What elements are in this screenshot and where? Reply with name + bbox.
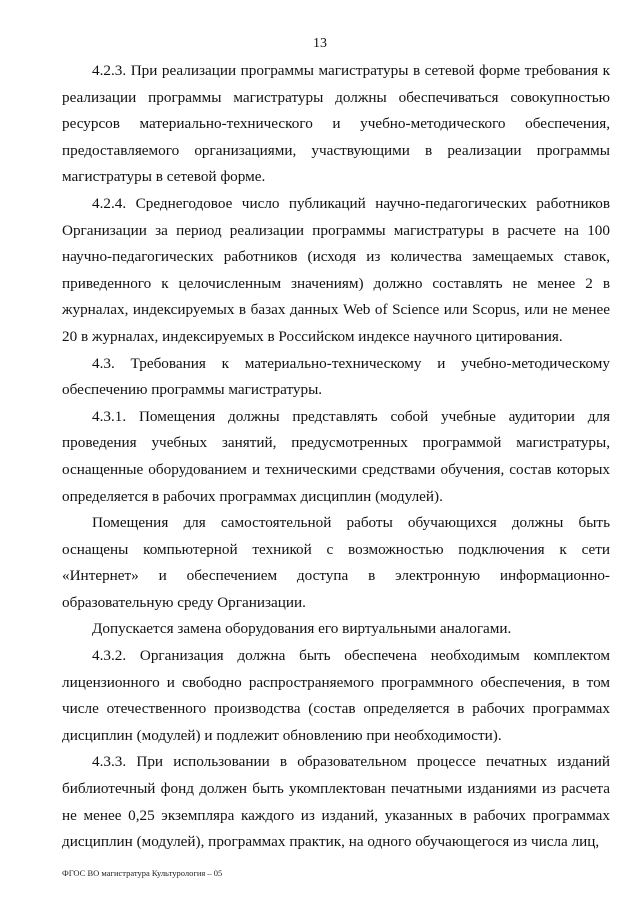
- paragraph-4-3-2: 4.3.2. Организация должна быть обеспечена необходимым комплектом лицензионного и свободно распространяемого программного обеспечения, в том числе отечественного производства (состав определяется в рабочих программах дисциплин (модулей) и подлежит обновлению при необходимости).: [62, 647, 610, 744]
- paragraph-virtual-analogs: Допускается замена оборудования его виртуальными аналогами.: [92, 620, 512, 638]
- document-body: [62, 58, 610, 856]
- paragraph-self-study-rooms: Помещения для самостоятельной работы обучающихся должны быть оснащены компьютерной техникой с возможностью подключения к сети «Интернет» и обеспечением доступа в электронную информационно-образовательную среду Организации.: [62, 514, 610, 611]
- paragraph-4-3-3: 4.3.3. При использовании в образовательном процессе печатных изданий библиотечный фонд должен быть укомплектован печатными изданиями из расчета не менее 0,25 экземпляра каждого из изданий, указанных в рабочих программах дисциплин (модулей), программах практик, на одного обучающегося из числа лиц,: [62, 753, 610, 851]
- paragraph-4-2-4: 4.2.4. Среднегодовое число публикаций научно-педагогических работников Организации за период реализации программы магистратуры в расчете на 100 научно-педагогических работников (исходя из количества замещаемых ставок, приведенного к целочисленным значениям) должно составлять не менее 2 в журналах, индексируемых в базах данных Web of Science или Scopus, или не менее 20 в журналах, индексируемых в Российском индексе научного цитирования.: [62, 194, 610, 345]
- page-number: 13: [313, 36, 327, 51]
- footer-note: ФГОС ВО магистратура Культурология – 05: [62, 868, 223, 878]
- paragraph-4-3-1: 4.3.1. Помещения должны представлять собой учебные аудитории для проведения учебных занятий, предусмотренных программой магистратуры, оснащенные оборудованием и техническими средствами обучения, состав которых определяется в рабочих программах дисциплин (модулей).: [62, 407, 610, 505]
- paragraph-4-2-3: 4.2.3. При реализации программы магистратуры в сетевой форме требования к реализации программы магистратуры должны обеспечиваться совокупностью ресурсов материально-технического и учебно-методического обеспечения, предоставляемого организациями, участвующими в реализации программы магистратуры в сетевой форме.: [62, 62, 610, 186]
- paragraph-4-3: 4.3. Требования к материально-техническому и учебно-методическому обеспечению программы магистратуры.: [62, 354, 610, 399]
